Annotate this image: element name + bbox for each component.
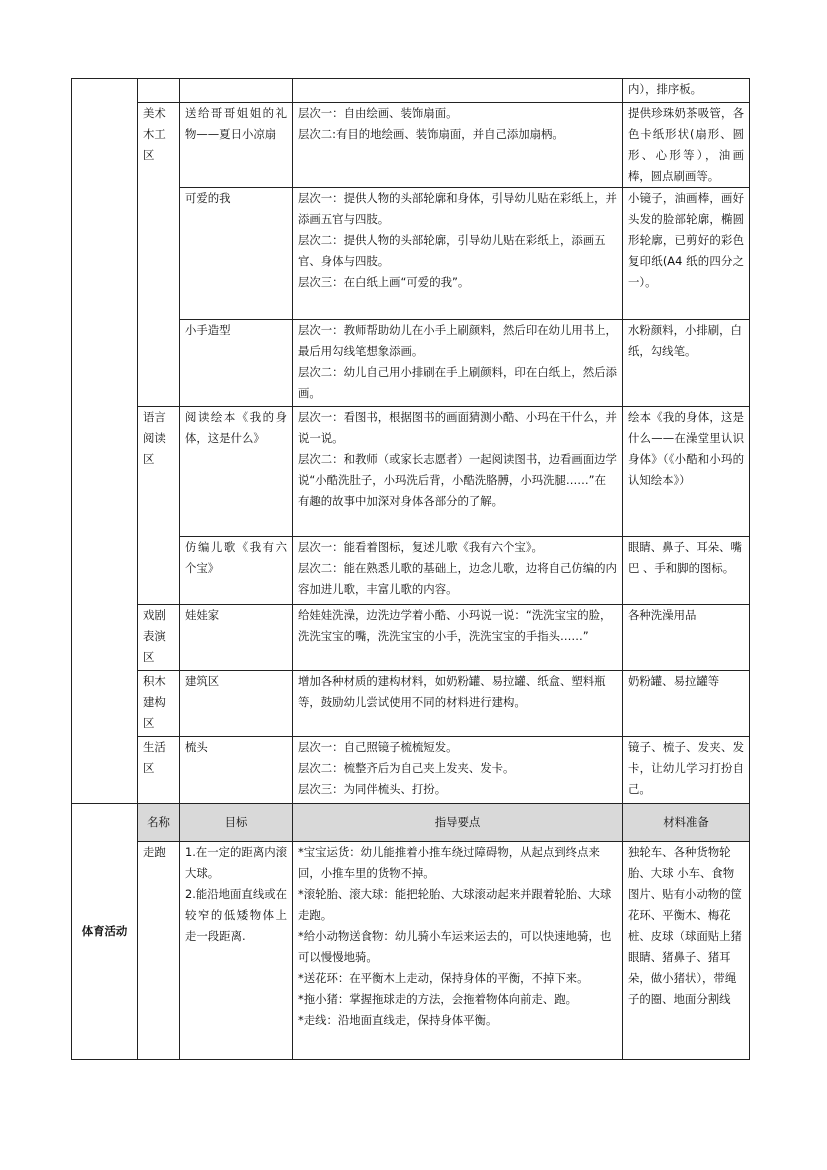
guidance-line: 层次三：在白纸上画“可爱的我”。 (298, 275, 470, 289)
guidance-cell (293, 320, 623, 407)
guidance-line: *滚轮胎、滚大球：能把轮胎、大球滚动起来并跟着轮胎、大球走跑。 (298, 887, 612, 922)
column-header-name: 名称 (138, 804, 180, 842)
goal-line: 1.在一定的距离内滚大球。 (185, 845, 287, 880)
guidance-line: *给小动物送食物：幼儿骑小车运来运去的，可以快速地骑，也可以慢慢地骑。 (298, 929, 612, 964)
content-cell: 可爱的我 (180, 188, 293, 320)
sport-materials-cell: 独轮车、各种货物轮胎、大球 小车、食物图片、贴有小动物的筐 花环、平衡木、梅花桩、皮球（球面贴上猪眼睛、猪鼻子、猪耳朵，做小猪状），带绳子的圈、地面分割线 (623, 842, 750, 1060)
guidance-line: 层次一：教师帮助幼儿在小手上刷颜料，然后印在幼儿用书上，最后用勾线笔想象添画。 (298, 323, 617, 358)
materials-cell: 小镜子，油画棒，画好头发的脸部轮廓，椭圆形轮廓，已剪好的彩色复印纸(A4 纸的四分之一）。 (623, 188, 750, 320)
guidance-cell: 给娃娃洗澡，边洗边学着小酷、小玛说一说：“洗洗宝宝的脸，洗洗宝宝的嘴，洗洗宝宝的小手，洗洗宝宝的手指头……” (293, 605, 623, 671)
area-name-drama: 戏剧表演区 (138, 605, 180, 671)
area-cell-empty (138, 79, 180, 103)
column-header-materials: 材料准备 (623, 804, 750, 842)
content-cell-empty (180, 79, 293, 103)
guidance-line: 层次二：提供人物的头部轮廓，引导幼儿贴在彩纸上，添画五官、身体与四肢。 (298, 233, 606, 268)
materials-cell: 提供珍珠奶茶吸管，各色卡纸形状(扇形、圆形、心形等），油画棒，圆点刷画等。 (623, 103, 750, 188)
materials-cell: 各种洗澡用品 (623, 605, 750, 671)
area-name-art: 美术木工区 (138, 103, 180, 407)
guidance-line: 层次二：和教师（或家长志愿者）一起阅读图书，边看画面边学说“小酷洗肚子，小玛洗后背，小酷洗胳膊，小玛洗腿……”在有趣的故事中加深对身体各部分的了解。 (298, 452, 617, 508)
content-cell: 建筑区 (180, 671, 293, 737)
section-label-sports: 体育活动 (72, 804, 138, 1060)
activity-plan-table (71, 78, 750, 1060)
guidance-cell (293, 103, 623, 188)
guidance-line: 层次二：梳整齐后为自己夹上发夹、发卡。 (298, 761, 515, 775)
guidance-cell (293, 188, 623, 320)
content-cell: 梳头 (180, 737, 293, 804)
content-cell: 小手造型 (180, 320, 293, 407)
guidance-cell (293, 537, 623, 605)
goal-line: 2.能沿地面直线或在较窄的低矮物体上走一段距离. (185, 887, 287, 943)
guidance-line: 层次一：自由绘画、装饰扇面。 (298, 106, 458, 120)
guidance-cell-empty (293, 79, 623, 103)
guidance-line: *走线：沿地面直线走，保持身体平衡。 (298, 1013, 498, 1027)
guidance-line: 层次二:有目的地绘画、装饰扇面，并自己添加扇柄。 (298, 127, 564, 141)
guidance-line: 层次一：看图书，根据图书的画面猜测小酷、小玛在干什么，并说一说。 (298, 410, 617, 445)
column-header-goal: 目标 (180, 804, 293, 842)
sport-name: 走跑 (138, 842, 180, 1060)
guidance-line: 层次一：提供人物的头部轮廓和身体，引导幼儿贴在彩纸上，并添画五官与四肢。 (298, 191, 617, 226)
sport-guidance-cell (293, 842, 623, 1060)
content-cell: 阅读绘本《我的身体，这是什么》 (180, 407, 293, 537)
materials-cell: 奶粉罐、易拉罐等 (623, 671, 750, 737)
materials-cell: 眼睛、鼻子、耳朵、嘴巴 、手和脚的图标。 (623, 537, 750, 605)
area-name-language: 语言阅读区 (138, 407, 180, 605)
materials-cell: 内），排序板。 (623, 79, 750, 103)
guidance-line: *拖小猪：掌握拖球走的方法，会拖着物体向前走、跑。 (298, 992, 578, 1006)
guidance-cell (293, 737, 623, 804)
guidance-line: 层次一：能看着图标，复述儿歌《我有六个宝》。 (298, 540, 543, 554)
content-cell: 仿编儿歌《我有六个宝》 (180, 537, 293, 605)
area-name-life: 生活区 (138, 737, 180, 804)
guidance-line: 层次二：幼儿自己用小排刷在手上刷颜料，印在白纸上，然后添画。 (298, 365, 617, 400)
sport-goals-cell (180, 842, 293, 1060)
guidance-line: *宝宝运货：幼儿能推着小推车绕过障碍物，从起点到终点来回，小推车里的货物不掉。 (298, 845, 600, 880)
column-header-guidance: 指导要点 (293, 804, 623, 842)
content-cell: 娃娃家 (180, 605, 293, 671)
guidance-line: *送花环：在平衡木上走动，保持身体的平衡，不掉下来。 (298, 971, 589, 985)
guidance-cell: 增加各种材质的建构材料，如奶粉罐、易拉罐、纸盒、塑料瓶等，鼓励幼儿尝试使用不同的材料进行建构。 (293, 671, 623, 737)
guidance-cell (293, 407, 623, 537)
guidance-line: 层次一：自己照镜子梳梳短发。 (298, 740, 458, 754)
guidance-line: 层次二：能在熟悉儿歌的基础上，边念儿歌，边将自己仿编的内容加进儿歌，丰富儿歌的内容。 (298, 561, 617, 596)
area-name-blocks: 积木建构区 (138, 671, 180, 737)
content-cell: 送给哥哥姐姐的礼物——夏日小凉扇 (180, 103, 293, 188)
section-label-area-games (72, 79, 138, 804)
guidance-line: 层次三：为同伴梳头、打扮。 (298, 782, 447, 796)
materials-cell: 水粉颜料，小排刷，白纸，勾线笔。 (623, 320, 750, 407)
materials-cell: 镜子、梳子、发夹、发卡，让幼儿学习打扮自己。 (623, 737, 750, 804)
materials-cell: 绘本《我的身体，这是什么——在澡堂里认识身体》（《小酷和小玛的认知绘本》） (623, 407, 750, 537)
